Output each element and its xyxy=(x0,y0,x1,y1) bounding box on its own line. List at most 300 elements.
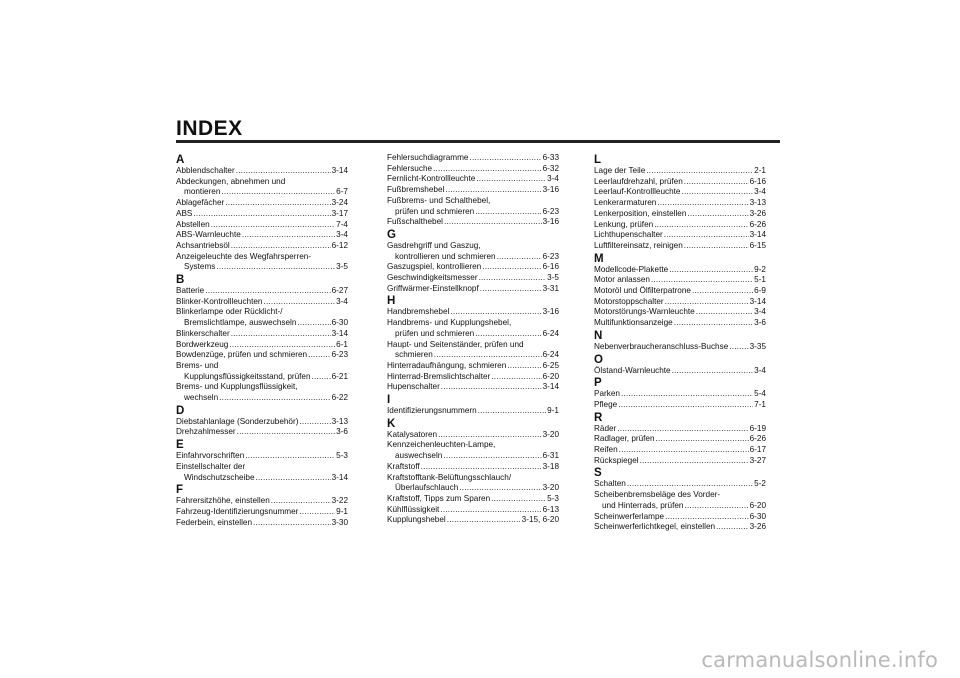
index-entry-text: Abstellen xyxy=(176,219,210,229)
index-entry xyxy=(387,174,559,185)
index-entry xyxy=(594,286,766,297)
dot-leader xyxy=(491,372,541,383)
dot-leader xyxy=(299,417,330,428)
index-entry-text: Anzeigeleuchte des Wegfahrsperren- xyxy=(176,251,312,261)
index-entry-text: Lichthupenschalter xyxy=(594,230,663,240)
index-entry xyxy=(594,241,766,252)
page-reference: 6-1 xyxy=(336,339,348,349)
dot-leader xyxy=(657,198,748,209)
dot-leader xyxy=(497,252,542,263)
index-entry-text: Hinterrad-Bremslichtschalter xyxy=(387,371,491,381)
index-entry-text: Ölstand-Warnleuchte xyxy=(594,365,671,375)
page-reference: 3-22 xyxy=(331,496,348,506)
dot-leader xyxy=(692,286,753,297)
index-entry xyxy=(176,340,348,351)
page-reference: 6-21 xyxy=(331,371,348,381)
index-entry-text: Drehzahlmesser xyxy=(176,427,236,437)
index-entry xyxy=(387,494,559,505)
dot-leader xyxy=(674,318,753,329)
dot-leader xyxy=(681,187,753,198)
index-letter-heading: P xyxy=(594,377,602,390)
index-entry-text: Bremslichtlampe, auswechseln xyxy=(184,318,297,328)
dot-leader xyxy=(646,166,753,177)
index-entry xyxy=(594,424,766,435)
index-letter-heading: M xyxy=(594,252,604,265)
page-reference: 3-14 xyxy=(749,230,766,240)
index-entry-text: Identifizierungsnummern xyxy=(387,406,477,416)
page-reference: 3-4 xyxy=(754,365,766,375)
index-entry-text: Radlager, prüfen xyxy=(594,434,655,444)
index-entry xyxy=(387,185,559,196)
index-entry xyxy=(387,440,559,461)
page-reference: 6-24 xyxy=(542,350,559,360)
index-entry-text: Scheinwerferlichtkegel, einstellen xyxy=(594,522,716,532)
dot-leader xyxy=(271,496,331,507)
index-entry xyxy=(594,307,766,318)
index-entry-text: Kupplungsflüssigkeitsstand, prüfen xyxy=(184,371,311,381)
dot-leader xyxy=(245,451,335,462)
index-entry xyxy=(176,417,348,428)
index-letter-heading: I xyxy=(387,394,391,407)
page-reference: 6-16 xyxy=(542,262,559,272)
index-entry-text: Motorstörungs-Warnleuchte xyxy=(594,307,695,317)
index-entry-text: Bordwerkzeug xyxy=(176,339,229,349)
dot-leader xyxy=(475,207,541,218)
page-reference: 5-4 xyxy=(754,389,766,399)
index-entry xyxy=(387,406,559,417)
index-entry-text: Abblendschalter xyxy=(176,166,235,175)
index-entry xyxy=(387,340,559,361)
page-reference: 6-22 xyxy=(331,393,348,403)
page-reference: 2-1 xyxy=(754,166,766,175)
dot-leader xyxy=(231,329,331,340)
index-entry-text: Windschutzscheibe xyxy=(184,472,255,482)
index-entry xyxy=(594,318,766,329)
index-entry xyxy=(176,518,348,529)
dot-leader xyxy=(480,284,542,295)
index-entry-text: Federbein, einstellen xyxy=(176,517,253,527)
page-reference: 6-33 xyxy=(542,153,559,162)
index-entry-text: Blinkerlampe oder Rücklicht-/ xyxy=(176,307,283,317)
index-entry-text: Katalysatoren xyxy=(387,429,438,439)
index-entry-text: Leerlaufdrehzahl, prüfen xyxy=(594,176,683,186)
dot-leader xyxy=(193,209,330,220)
index-entry-text: Pflege xyxy=(594,399,618,409)
index-entry xyxy=(594,434,766,445)
index-entry-text: Lage der Teile xyxy=(594,166,646,175)
page-reference: 6-17 xyxy=(749,445,766,455)
index-entry-text: Parken xyxy=(594,389,620,399)
index-entry-text: Kennzeichenleuchten-Lampe, xyxy=(387,440,496,450)
dot-leader xyxy=(621,389,753,400)
index-entry-text: Multifunktionsanzeige xyxy=(594,318,673,328)
dot-leader xyxy=(421,462,542,473)
index-entry-text: Blinkerschalter xyxy=(176,328,230,338)
title-rule xyxy=(176,140,780,143)
index-entry-text: Fußbremshebel xyxy=(387,185,445,195)
index-entry-text: schmieren xyxy=(395,350,433,360)
index-column-2 xyxy=(387,153,559,526)
dot-leader xyxy=(231,241,331,252)
index-entry-text: und Hinterrads, prüfen xyxy=(602,500,684,510)
index-entry xyxy=(594,198,766,209)
index-entry-text: Kraftstoff xyxy=(387,461,420,471)
index-entry-text: Fehlersuche xyxy=(387,163,433,173)
index-entry-text: Reifen xyxy=(594,445,618,455)
index-entry xyxy=(387,153,559,164)
page-reference: 3-14 xyxy=(331,166,348,175)
dot-leader xyxy=(229,340,335,351)
page-reference: 6-26 xyxy=(749,434,766,444)
dot-leader xyxy=(687,209,748,220)
page-reference: 5-3 xyxy=(336,451,348,461)
index-entry-text: Motoröl und Ölfilterpatrone xyxy=(594,286,691,296)
dot-leader xyxy=(263,297,335,308)
index-entry-text: Motor anlassen xyxy=(594,275,650,285)
index-entry-text: Brems- und Kupplungsflüssigkeit, xyxy=(176,382,298,392)
dot-leader xyxy=(482,262,541,273)
index-entry xyxy=(594,522,766,533)
index-entry-text: Brems- und xyxy=(176,360,219,370)
index-entry-text: Fahrzeug-Identifizierungsnummer xyxy=(176,506,299,516)
page-reference: 5-3 xyxy=(547,493,559,503)
index-entry xyxy=(387,382,559,393)
dot-leader xyxy=(507,361,541,372)
page-reference: 3-4 xyxy=(754,187,766,197)
index-entry xyxy=(594,479,766,490)
dot-leader xyxy=(450,307,541,318)
page-reference: 6-23 xyxy=(331,350,348,360)
index-entry-text: Fahrersitzhöhe, einstellen xyxy=(176,496,270,506)
index-entry xyxy=(594,187,766,198)
dot-leader xyxy=(656,434,749,445)
page-reference: 6-24 xyxy=(542,328,559,338)
dot-leader xyxy=(672,366,754,377)
page-reference: 3-13 xyxy=(749,198,766,208)
page-reference: 9-1 xyxy=(336,506,348,516)
dot-leader xyxy=(665,512,749,523)
dot-leader xyxy=(299,507,335,518)
watermark: carmanualsonline.info xyxy=(701,648,938,672)
index-letter-heading: R xyxy=(594,411,603,424)
dot-leader xyxy=(445,185,541,196)
dot-leader xyxy=(444,217,542,228)
page-reference: 7-1 xyxy=(754,399,766,409)
page-reference: 3-5 xyxy=(336,262,348,272)
dot-leader xyxy=(253,518,331,529)
index-entry-text: Hupenschalter xyxy=(387,382,440,392)
index-entry xyxy=(176,496,348,507)
index-entry-text: ABS-Warnleuchte xyxy=(176,230,241,240)
page-reference: 3-14 xyxy=(331,328,348,338)
page-reference: 3-24 xyxy=(331,198,348,208)
index-entry-text: Ablagefächer xyxy=(176,198,225,208)
page-reference: 6-15 xyxy=(749,240,766,250)
page-reference: 3-27 xyxy=(749,455,766,465)
index-entry xyxy=(387,372,559,383)
dot-leader xyxy=(438,430,542,441)
index-entry-text: Kraftstoff, Tipps zum Sparen xyxy=(387,493,491,503)
index-entry xyxy=(387,515,559,526)
dot-leader xyxy=(469,153,541,164)
dot-leader xyxy=(219,393,330,404)
index-column-1 xyxy=(176,153,348,528)
index-entry-text: Bowdenzüge, prüfen und schmieren xyxy=(176,350,308,360)
index-entry-text: Nebenverbraucheranschluss-Buchse xyxy=(594,341,729,351)
index-entry-text: Achsantriebsöl xyxy=(176,240,230,250)
index-entry xyxy=(594,400,766,411)
index-entry-text: Diebstahlanlage (Sonderzubehör) xyxy=(176,416,299,426)
index-entry xyxy=(387,473,559,494)
page-reference: 6-30 xyxy=(331,318,348,328)
index-entry xyxy=(176,286,348,297)
index-entry xyxy=(594,512,766,523)
index-letter-heading: D xyxy=(176,404,185,417)
dot-leader xyxy=(308,350,331,361)
page-reference: 3-26 xyxy=(749,208,766,218)
index-entry-text: Einstellschalter der xyxy=(176,461,246,471)
page-reference: 6-25 xyxy=(542,360,559,370)
page-reference: 3-4 xyxy=(336,230,348,240)
page-reference: 6-26 xyxy=(749,219,766,229)
index-letter-heading: E xyxy=(176,439,184,452)
dot-leader xyxy=(716,522,749,533)
dot-leader xyxy=(664,230,749,241)
page-reference: 3-15, 6-20 xyxy=(521,515,559,525)
dot-leader xyxy=(221,187,335,198)
index-column-3 xyxy=(594,153,766,533)
index-entry xyxy=(176,507,348,518)
index-entry xyxy=(387,241,559,262)
index-entry-text: Schalten xyxy=(594,479,626,489)
dot-leader xyxy=(696,307,753,318)
dot-leader xyxy=(729,342,748,353)
index-entry xyxy=(594,366,766,377)
index-entry xyxy=(176,252,348,273)
index-entry xyxy=(387,196,559,217)
index-entry xyxy=(387,462,559,473)
index-entry xyxy=(387,318,559,339)
index-entry-text: Handbremshebel xyxy=(387,307,450,317)
index-letter-heading: G xyxy=(387,228,396,241)
page-reference: 5-2 xyxy=(754,479,766,489)
index-entry xyxy=(594,275,766,286)
index-entry xyxy=(594,297,766,308)
dot-leader xyxy=(459,483,541,494)
dot-leader xyxy=(475,329,541,340)
index-letter-heading: F xyxy=(176,484,184,497)
dot-leader xyxy=(491,494,546,505)
page-reference: 3-26 xyxy=(749,522,766,532)
page-reference: 3-13 xyxy=(331,416,348,426)
index-entry-text: kontrollieren und schmieren xyxy=(395,251,496,261)
index-entry-text: Kraftstofftank-Belüftungsschlauch/ xyxy=(387,472,512,482)
index-entry xyxy=(176,297,348,308)
dot-leader xyxy=(237,427,336,438)
index-letter-heading: H xyxy=(387,295,396,308)
dot-leader xyxy=(211,220,335,231)
index-entry-text: wechseln xyxy=(184,393,219,403)
index-entry-text: Fußschalthebel xyxy=(387,217,443,227)
page-reference: 3-35 xyxy=(749,341,766,351)
dot-leader xyxy=(627,479,753,490)
dot-leader xyxy=(684,501,748,512)
page-reference: 6-30 xyxy=(749,511,766,521)
index-entry xyxy=(387,361,559,372)
index-entry-text: Fehlersuchdiagramme xyxy=(387,153,469,162)
page-reference: 3-18 xyxy=(542,461,559,471)
index-entry xyxy=(176,198,348,209)
dot-leader xyxy=(640,456,749,467)
index-entry xyxy=(594,490,766,511)
page-reference: 3-17 xyxy=(331,208,348,218)
page-reference: 3-20 xyxy=(542,429,559,439)
dot-leader xyxy=(618,400,753,411)
page-reference: 5-1 xyxy=(754,275,766,285)
dot-leader xyxy=(440,505,541,516)
dot-leader xyxy=(236,166,331,177)
page-title: INDEX xyxy=(176,117,243,140)
index-entry xyxy=(176,350,348,361)
index-entry-text: Rückspiegel xyxy=(594,455,639,465)
page-reference: 6-27 xyxy=(331,286,348,296)
page-reference: 6-31 xyxy=(542,451,559,461)
dot-leader xyxy=(205,286,330,297)
dot-leader xyxy=(651,275,753,286)
index-entry-text: Batterie xyxy=(176,286,205,296)
index-letter-heading: A xyxy=(176,154,185,166)
index-entry-text: Geschwindigkeitsmesser xyxy=(387,273,478,283)
index-entry-text: Leerlauf-Kontrollleuchte xyxy=(594,187,681,197)
dot-leader xyxy=(684,177,749,188)
index-entry xyxy=(176,427,348,438)
page-reference: 9-2 xyxy=(754,264,766,274)
page-reference: 6-32 xyxy=(542,163,559,173)
index-entry-text: Überlaufschlauch xyxy=(395,483,459,493)
page-reference: 3-30 xyxy=(331,517,348,527)
page-reference: 3-6 xyxy=(754,318,766,328)
index-entry xyxy=(594,230,766,241)
index-entry xyxy=(594,445,766,456)
dot-leader xyxy=(478,406,547,417)
dot-leader xyxy=(665,297,749,308)
index-entry xyxy=(176,166,348,177)
index-entry xyxy=(176,220,348,231)
index-entry xyxy=(387,262,559,273)
dot-leader xyxy=(617,424,748,435)
dot-leader xyxy=(242,230,335,241)
page-reference: 3-16 xyxy=(542,185,559,195)
index-entry-text: Kupplungshebel xyxy=(387,515,446,525)
index-entry-text: Fußbrems- und Schalthebel, xyxy=(387,195,491,205)
page-reference: 7-4 xyxy=(336,219,348,229)
page-reference: 3-14 xyxy=(749,296,766,306)
page-reference: 6-7 xyxy=(336,187,348,197)
index-entry xyxy=(594,220,766,231)
index-entry xyxy=(176,241,348,252)
index-entry-text: Haupt- und Seitenständer, prüfen und xyxy=(387,339,524,349)
index-entry xyxy=(387,164,559,175)
index-entry xyxy=(176,329,348,340)
page-reference: 3-5 xyxy=(547,273,559,283)
page-reference: 9-1 xyxy=(547,406,559,416)
index-entry xyxy=(387,273,559,284)
index-entry xyxy=(176,307,348,328)
index-entry xyxy=(176,209,348,220)
index-entry xyxy=(387,284,559,295)
page-reference: 3-4 xyxy=(754,307,766,317)
index-entry-text: Gaszugspiel, kontrollieren xyxy=(387,262,482,272)
index-entry xyxy=(176,230,348,241)
index-entry-text: montieren xyxy=(184,187,221,197)
index-letter-heading: O xyxy=(594,353,603,366)
index-entry-text: Luftfiltereinsatz, reinigen xyxy=(594,240,683,250)
index-letter-heading: N xyxy=(594,329,603,342)
page-reference: 6-23 xyxy=(542,206,559,216)
dot-leader xyxy=(441,382,542,393)
index-letter-heading: L xyxy=(594,154,602,166)
index-letter-heading: K xyxy=(387,417,396,430)
page-reference: 6-9 xyxy=(754,286,766,296)
index-entry-text: Griffwärmer-Einstellknopf xyxy=(387,283,479,293)
dot-leader xyxy=(216,262,335,273)
dot-leader xyxy=(297,318,330,329)
index-entry-text: Scheibenbremsbeläge des Vorder- xyxy=(594,490,721,500)
index-entry-text: auswechseln xyxy=(395,451,443,461)
dot-leader xyxy=(684,241,749,252)
page-reference: 6-13 xyxy=(542,504,559,514)
index-entry xyxy=(176,462,348,483)
page-reference: 3-6 xyxy=(336,427,348,437)
index-entry-text: Motorstoppschalter xyxy=(594,296,664,306)
index-entry xyxy=(594,389,766,400)
index-entry xyxy=(176,451,348,462)
index-entry-text: Abdeckungen, abnehmen und xyxy=(176,176,286,186)
page-reference: 3-14 xyxy=(542,382,559,392)
index-entry-text: ABS xyxy=(176,208,193,218)
page-reference: 6-23 xyxy=(542,251,559,261)
page-reference: 6-20 xyxy=(749,500,766,510)
page-reference: 3-14 xyxy=(331,472,348,482)
index-letter-heading: S xyxy=(594,467,602,480)
index-entry-text: Handbrems- und Kupplungshebel, xyxy=(387,318,512,328)
page-reference: 3-16 xyxy=(542,217,559,227)
dot-leader xyxy=(312,372,331,383)
index-entry xyxy=(176,361,348,382)
index-entry-text: Blinker-Kontrollleuchten xyxy=(176,296,263,306)
index-entry xyxy=(594,456,766,467)
index-entry-text: Gasdrehgriff und Gaszug, xyxy=(387,240,481,250)
page-reference: 6-12 xyxy=(331,240,348,250)
index-letter-heading: B xyxy=(176,274,185,287)
index-entry xyxy=(176,382,348,403)
index-entry-text: Modellcode-Plakette xyxy=(594,264,669,274)
dot-leader xyxy=(654,220,748,231)
index-entry-text: Lenkerposition, einstellen xyxy=(594,208,687,218)
page-reference: 6-20 xyxy=(542,371,559,381)
page-reference: 6-19 xyxy=(749,423,766,433)
page-reference: 3-4 xyxy=(336,296,348,306)
index-entry xyxy=(594,342,766,353)
dot-leader xyxy=(434,350,542,361)
dot-leader xyxy=(443,451,541,462)
dot-leader xyxy=(225,198,330,209)
index-entry-text: Scheinwerferlampe xyxy=(594,511,665,521)
index-entry xyxy=(387,505,559,516)
index-entry xyxy=(594,209,766,220)
dot-leader xyxy=(256,473,331,484)
index-entry-text: Räder xyxy=(594,423,617,433)
